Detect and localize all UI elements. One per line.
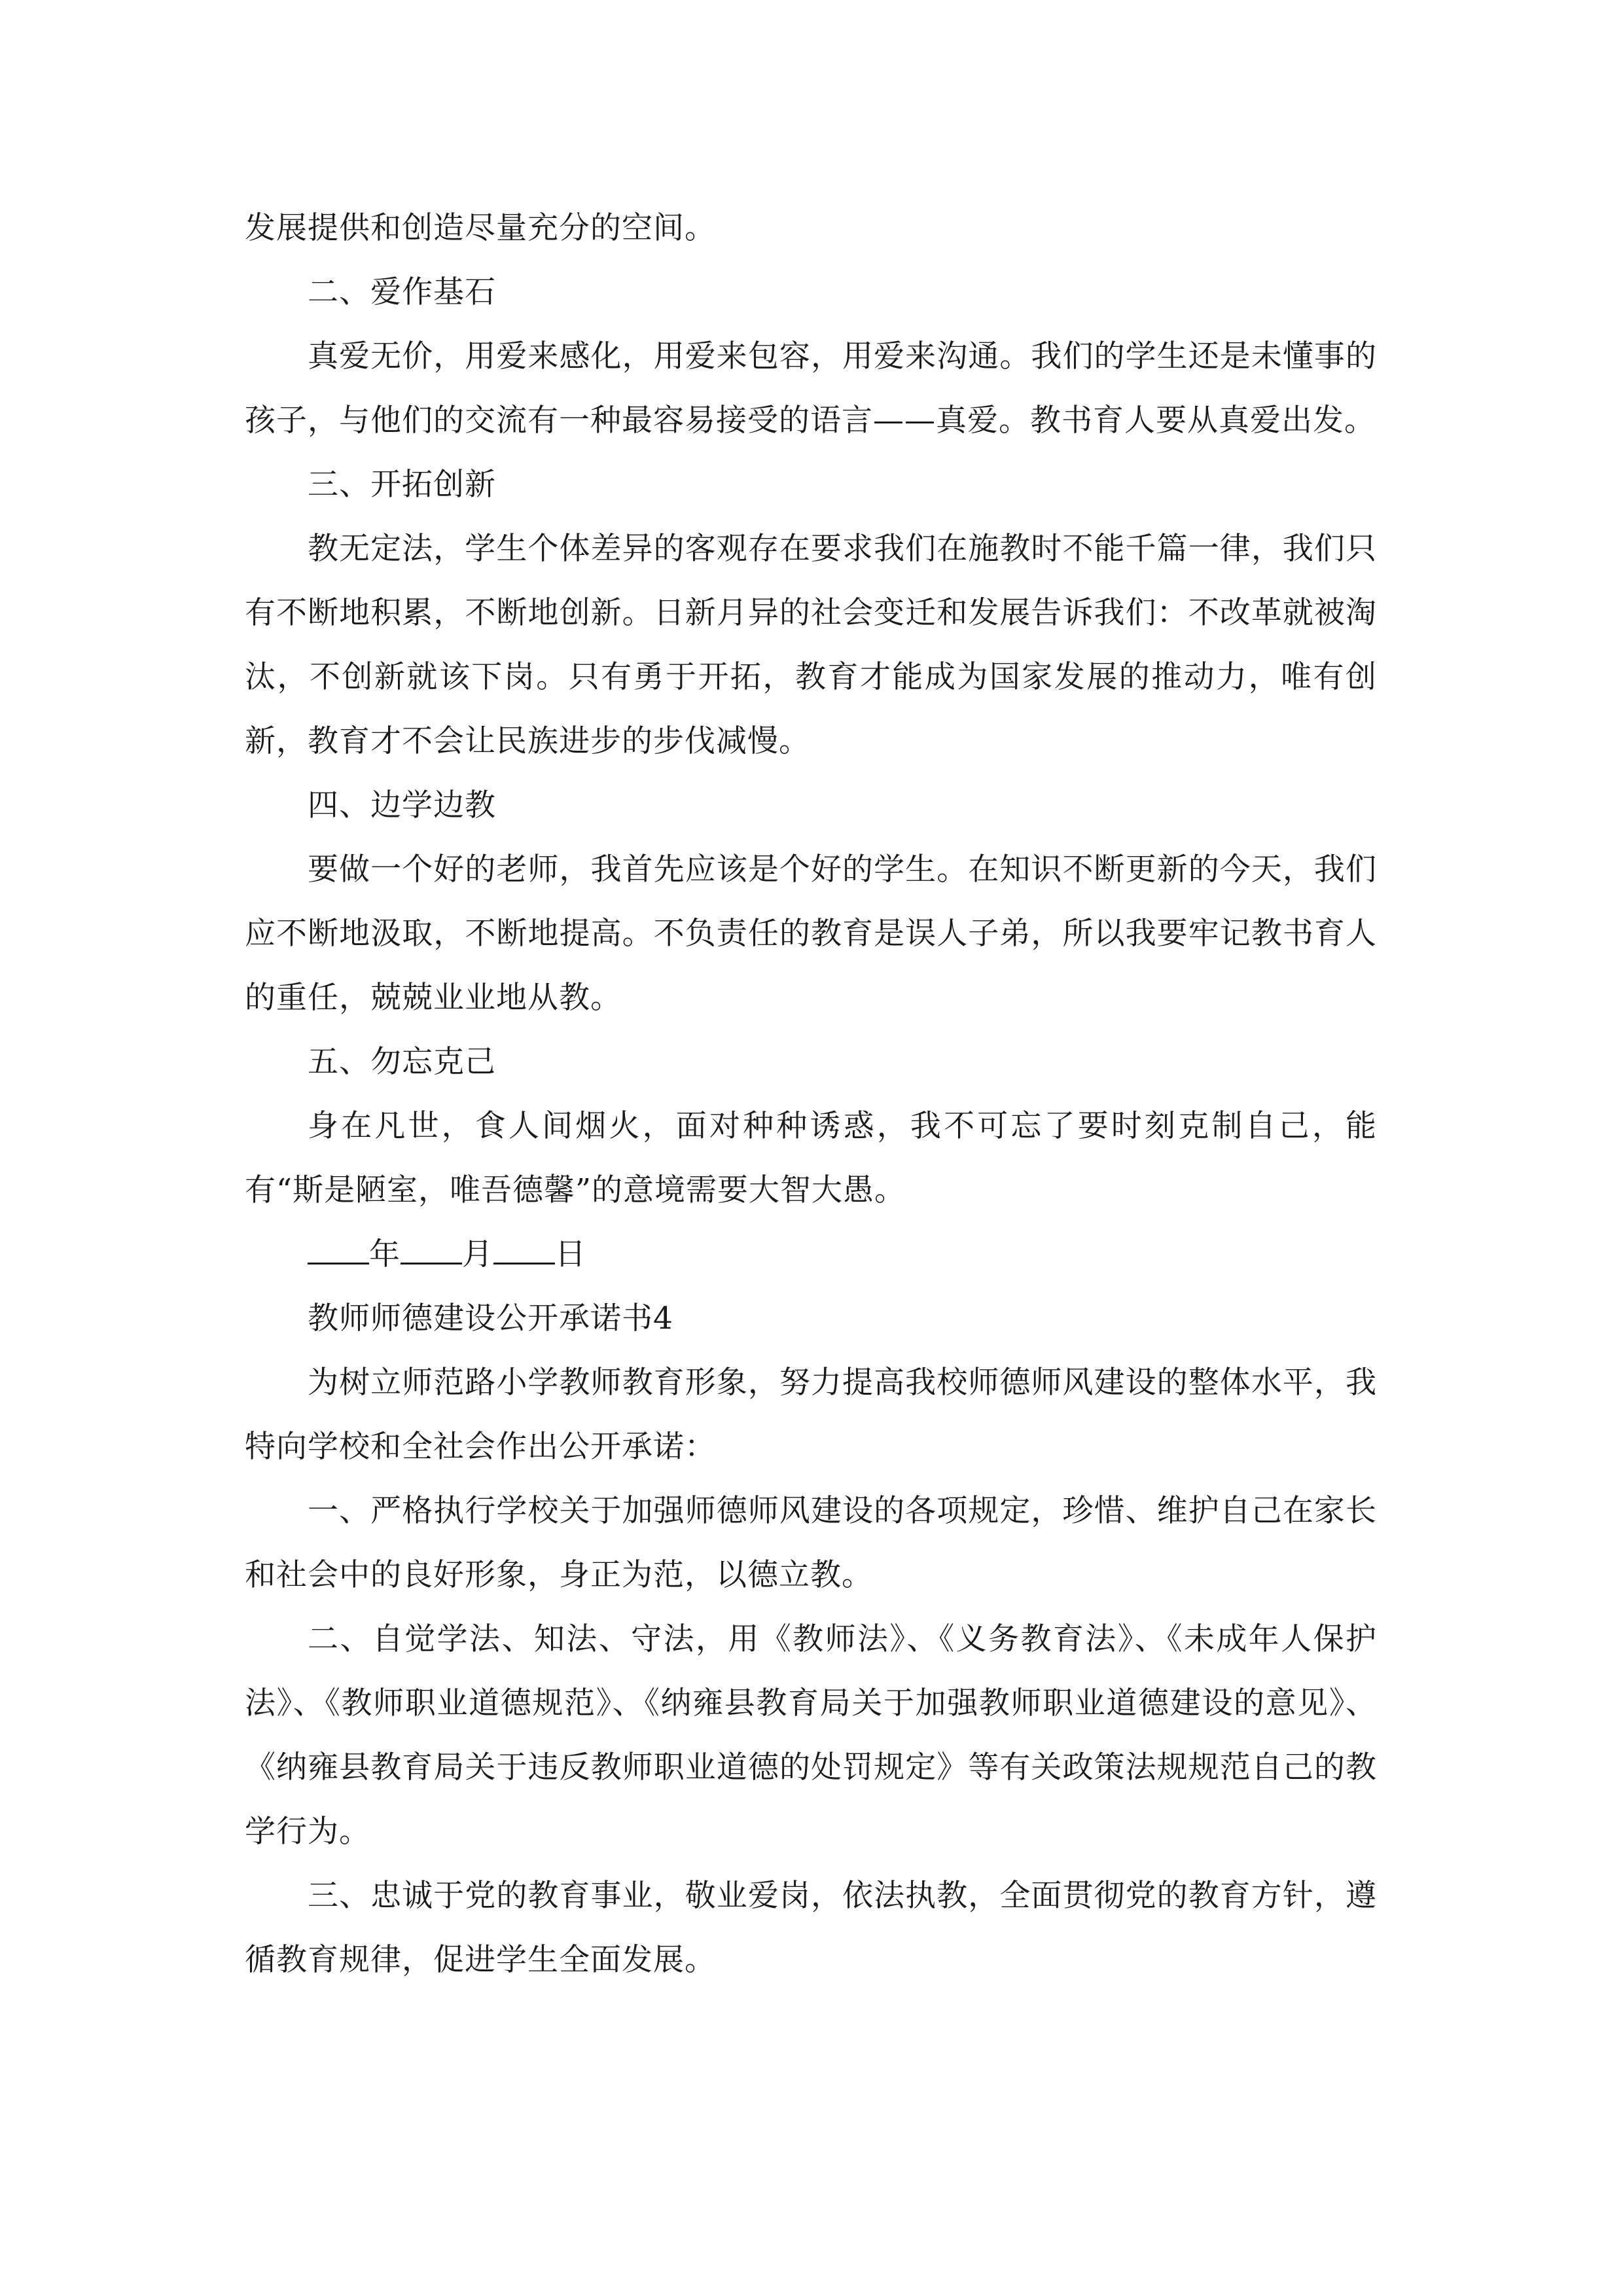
date-line	[245, 1223, 1377, 1287]
day-blank	[493, 1236, 555, 1265]
section-heading-love: 二、爱作基石	[308, 274, 496, 310]
paragraph-learning: 要做一个好的老师，我首先应该是个好的学生。在知识不断更新的今天，我们应不断地汲取，不断地提高。不负责任的教育是误人子弟，所以我要牢记教书育人的重任，兢兢业业地从教。	[245, 852, 1377, 1016]
document-subtitle: 教师师德建设公开承诺书4	[308, 1300, 673, 1336]
paragraph-pledge-1: 一、严格执行学校关于加强师德师风建设的各项规定，珍惜、维护自己在家长和社会中的良好形象，身正为范，以德立教。	[245, 1493, 1377, 1593]
year-blank	[308, 1236, 369, 1265]
document-body	[245, 196, 1377, 1992]
section-heading-learning: 四、边学边教	[308, 787, 496, 823]
month-label: 月	[462, 1236, 493, 1272]
section-heading-self-discipline: 五、勿忘克己	[308, 1044, 496, 1080]
paragraph-innovation: 教无定法，学生个体差异的客观存在要求我们在施教时不能千篇一律，我们只有不断地积累，不断地创新。日新月异的社会变迁和发展告诉我们：不改革就被淘汰，不创新就该下岗。只有勇于开拓，教育才能成为国家发展的推动力，唯有创新，教育才不会让民族进步的步伐减慢。	[245, 531, 1377, 759]
year-label: 年	[369, 1236, 401, 1272]
paragraph-continuation: 发展提供和创造尽量充分的空间。	[245, 210, 716, 246]
paragraph-pledge-2: 二、自觉学法、知法、守法，用《教师法》、《义务教育法》、《未成年人保护法》、《教师职业道德规范》、《纳雍县教育局关于加强教师职业道德建设的意见》、《纳雍县教育局关于违反教师职业道德的处罚规定》等有关政策法规规范自己的教学行为。	[245, 1621, 1377, 1850]
section-heading-innovation: 三、开拓创新	[308, 467, 496, 503]
month-blank	[401, 1236, 462, 1265]
paragraph-love: 真爱无价，用爱来感化，用爱来包容，用爱来沟通。我们的学生还是未懂事的孩子，与他们的交流有一种最容易接受的语言——真爱。教书育人要从真爱出发。	[245, 338, 1377, 439]
paragraph-pledge-3: 三、忠诚于党的教育事业，敬业爱岗，依法执教，全面贯彻党的教育方针，遵循教育规律，促进学生全面发展。	[245, 1878, 1377, 1978]
paragraph-self-discipline: 身在凡世，食人间烟火，面对种种诱惑，我不可忘了要时刻克制自己，能有“斯是陋室，唯吾德馨”的意境需要大智大愚。	[245, 1108, 1377, 1208]
day-label: 日	[555, 1236, 586, 1272]
paragraph-pledge-intro: 为树立师范路小学教师教育形象，努力提高我校师德师风建设的整体水平，我特向学校和全社会作出公开承诺：	[245, 1365, 1377, 1465]
